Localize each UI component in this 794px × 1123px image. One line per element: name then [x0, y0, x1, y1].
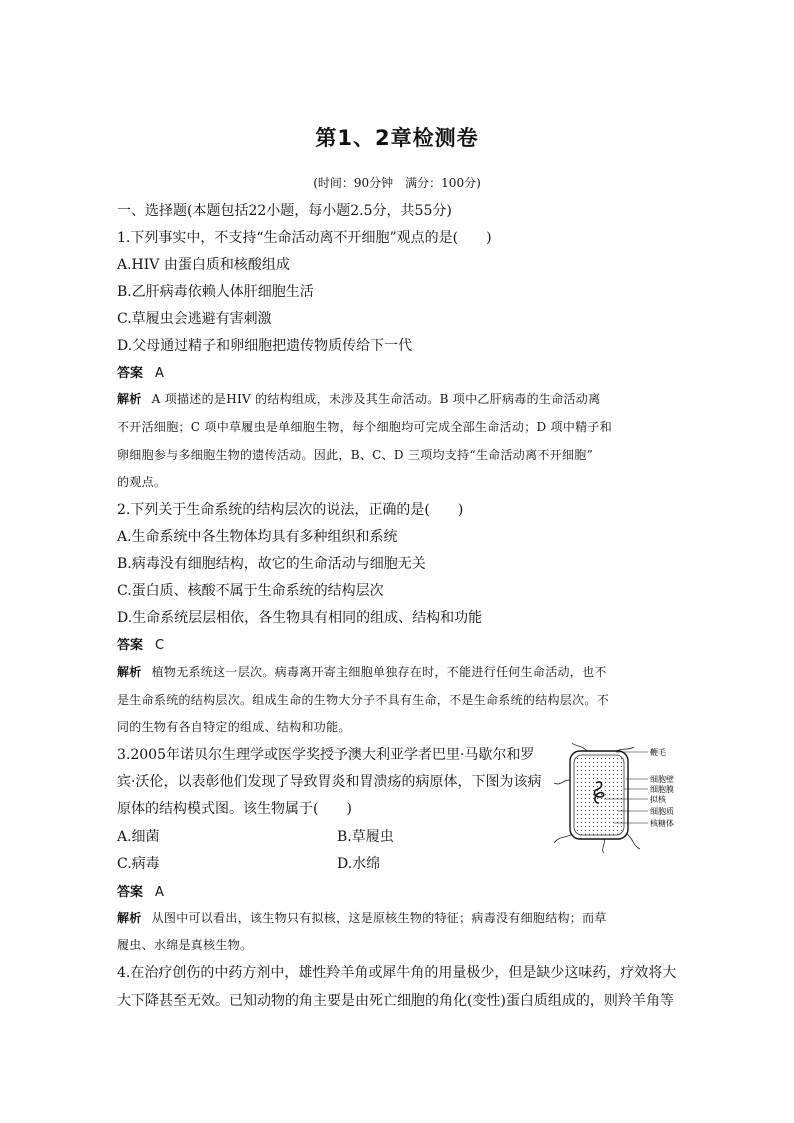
question-3-stem: 原体的结构模式图。该生物属于( ): [117, 801, 352, 817]
figure-label: 细胞膜: [650, 785, 674, 794]
bacterium-diagram: [548, 741, 683, 853]
question-3-option-a: A.细菌: [117, 829, 160, 845]
question-2-explanation-line: [117, 663, 607, 680]
question-1-option-a: A.HIV 由蛋白质和核酸组成: [117, 257, 290, 273]
question-3-answer: [117, 881, 164, 900]
question-1-explanation-line: [117, 390, 600, 407]
question-1-explanation-line: 卵细胞参与多细胞生物的遗传活动。因此，B、C、D 三项均支持“生命活动离不开细胞”: [117, 448, 594, 462]
question-1-stem: 1.下列事实中，不支持“生命活动离不开细胞”观点的是( ): [117, 230, 492, 246]
question-3-option-b: B.草履虫: [337, 829, 394, 845]
figure-label: 核糖体: [650, 819, 674, 828]
answer-value: C: [155, 638, 165, 653]
answer-label: 答案: [117, 885, 144, 900]
explanation-text: 植物无系统这一层次。病毒离开寄主细胞单独存在时，不能进行任何生命活动，也不: [151, 665, 607, 679]
question-1-option-d: D.父母通过精子和卵细胞把遗传物质传给下一代: [117, 338, 413, 354]
question-1-explanation-line: 不开活细胞；C 项中草履虫是单细胞生物，每个细胞均可完成全部生命活动；D 项中精子和: [117, 420, 613, 434]
figure-label: 鞭毛: [650, 748, 666, 757]
page-title: 第1、2章检测卷: [315, 126, 479, 150]
answer-value: A: [155, 366, 164, 381]
question-3-explanation-line: 履虫、水绵是真核生物。: [117, 938, 253, 952]
section-heading: 一、选择题(本题包括22小题，每小题2.5分，共55分): [117, 203, 452, 219]
figure-label: 细胞壁: [650, 775, 674, 784]
flagellum: [603, 839, 605, 853]
explanation-text: A 项描述的是HIV 的结构组成，未涉及其生命活动。B 项中乙肝病毒的生命活动离: [151, 392, 601, 406]
question-4-stem: 4.在治疗创伤的中药方剂中，雄性羚羊角或犀牛角的用量极少，但是缺少这味药，疗效将大: [117, 965, 677, 981]
bacterium-structure-figure: [548, 741, 683, 853]
question-3-explanation-line: [117, 909, 607, 926]
question-3-option-d: D.水绵: [337, 856, 381, 872]
explain-label: 解析: [117, 392, 142, 406]
question-1-option-c: C.草履虫会逃避有害刺激: [117, 311, 272, 327]
question-1-explanation-line: 的观点。: [117, 475, 167, 489]
explain-label: 解析: [117, 911, 142, 925]
figure-label: 细胞质: [650, 807, 674, 816]
explain-label: 解析: [117, 665, 142, 679]
exam-info: (时间：90分钟 满分：100分): [313, 176, 481, 190]
question-2-option-c: C.蛋白质、核酸不属于生命系统的结构层次: [117, 583, 384, 599]
question-3-option-c: C.病毒: [117, 856, 160, 872]
question-3-stem: 3.2005年诺贝尔生理学或医学奖授予澳大利亚学者巴里·马歇尔和罗: [117, 747, 535, 763]
question-2-stem: 2.下列关于生命系统的结构层次的说法，正确的是( ): [117, 502, 464, 518]
figure-label: 拟核: [650, 795, 666, 804]
explanation-text: 从图中可以看出，该生物只有拟核，这是原核生物的特征；病毒没有细胞结构；而草: [151, 911, 607, 925]
answer-label: 答案: [117, 366, 144, 381]
flagellum: [554, 780, 572, 784]
question-2-explanation-line: 同的生物有各自特定的组成、结构和功能。: [117, 720, 351, 734]
question-1-answer: [117, 362, 164, 381]
question-3-stem: 宾·沃伦，以表彰他们发现了导致胃炎和胃溃疡的病原体，下图为该病: [117, 774, 542, 790]
question-1-option-b: B.乙肝病毒依赖人体肝细胞生活: [117, 284, 314, 300]
question-2-option-b: B.病毒没有细胞结构，故它的生命活动与细胞无关: [117, 556, 426, 572]
question-4-stem: 大下降甚至无效。已知动物的角主要是由死亡细胞的角化(变性)蛋白质组成的，则羚羊角等: [117, 993, 674, 1009]
answer-value: A: [155, 885, 164, 900]
answer-label: 答案: [117, 638, 144, 653]
question-2-option-d: D.生命系统层层相依，各生物具有相同的组成、结构和功能: [117, 610, 483, 626]
flagellum: [626, 833, 640, 849]
question-2-option-a: A.生命系统中各生物体均具有多种组织和系统: [117, 529, 398, 545]
question-2-answer: [117, 634, 164, 653]
question-2-explanation-line: 是生命系统的结构层次。组成生命的生物大分子不具有生命，不是生命系统的结构层次。不: [117, 693, 610, 707]
